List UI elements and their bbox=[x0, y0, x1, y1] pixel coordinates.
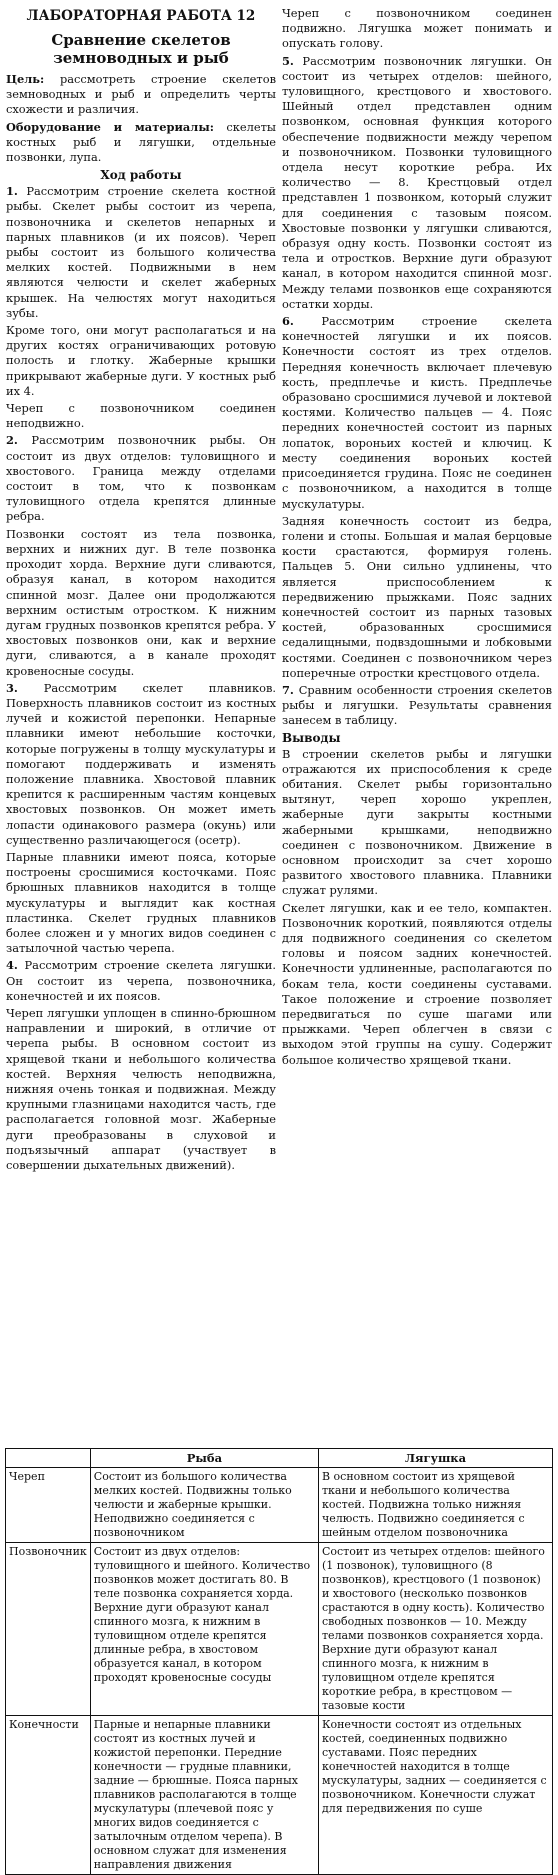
lab-title: ЛАБОРАТОРНАЯ РАБОТА 12 bbox=[26, 8, 256, 24]
table-row bbox=[6, 1716, 553, 1875]
step-number: 3. bbox=[6, 680, 18, 695]
paragraph-text: Рассмотрим строение скелета костной рыбы. Скелет рыбы состоит из черепа, позвоночника и скелетов непарных и парных плавников (и их поясов). Череп рыбы состоит из большого количества мелких костей. Подвижными в нем являются челюсти и скелет жаберных крышек. На челюстях могут находиться зубы. bbox=[6, 184, 276, 320]
paragraph-text: Сравним особенности строения скелетов рыбы и лягушки. Результаты сравнения занесем в таблицу. bbox=[282, 682, 552, 728]
table-row-label: Конечности bbox=[6, 1716, 91, 1875]
paragraph-text: Череп с позвоночником соединен неподвижно. bbox=[6, 401, 276, 431]
left-paragraphs bbox=[6, 184, 276, 1173]
table-row-label: Позвоночник bbox=[6, 1543, 91, 1716]
step-number: 6. bbox=[282, 314, 294, 329]
paragraph-text: Рассмотрим скелет плавников. Поверхность плавников состоит из костных лучей и кожистой перепонки. Непарные плавники имеют небольшие косточки, которые погружены в толщу мускулатуры и помогают поддерживать и изменять положение плавника. Хвостовой плавник крепится к расширенным частям концевых хвостовых позвонков. Он может иметь лопасти одинакового размера (окунь) или существенно различающегося (осетр). bbox=[6, 680, 276, 847]
paragraph-text: Парные плавники имеют пояса, которые построены сросшимися косточками. Пояс брюшных плавников находится в толще мускулатуры и выглядит как костная пластинка. Скелет грудных плавников более сложен и у многих видов соединен с затылочной частью черепа. bbox=[6, 849, 276, 956]
equipment-label: Оборудование и материалы: bbox=[6, 119, 214, 134]
paragraph bbox=[282, 6, 552, 52]
table-header-cell bbox=[6, 1449, 91, 1468]
conclusion-paragraph: В строении скелетов рыбы и лягушки отражаются их приспособления к среде обитания. Скелет рыбы горизонтально вытянут, череп хорошо укреплен, жаберные дуги закрыты костными жаберными крышками, неподвижно соединен с позвоночником. Движение в основном происходит за счет хорошо развитого хвостового плавника. Плавники служат рулями. bbox=[282, 746, 552, 898]
conclusion-paragraph: Скелет лягушки, как и ее тело, компактен. Позвоночник короткий, появляются отделы для подвижного соединения со скелетом головы и поясом задних конечностей. Конечности удлиненные, располагаются по бокам тела, кости соединены суставами. Такое положение и строение позволяет передвигаться по суше шагами или прыжками. Череп облегчен в связи с выходом этой группы на сушу. Содержит большое количество хрящевой ткани. bbox=[282, 900, 552, 1067]
paragraph bbox=[6, 681, 276, 848]
right-column bbox=[282, 6, 552, 1438]
paragraph-text: Череп лягушки уплощен в спинно-брюшном направлении и широкий, в отличие от черепа рыбы. В основном состоит из хрящевой ткани и небольшого количества костей. Верхняя челюсть неподвижна, нижняя очень тонкая и подвижная. Между крупными глазницами находится часть, где располагается головной мозг. Жаберные дуги преобразованы в слуховой и подъязычный аппарат (участвует в совершении дыхательных движений). bbox=[6, 1005, 276, 1173]
paragraph bbox=[6, 323, 276, 399]
paragraph bbox=[282, 54, 552, 312]
paragraph bbox=[6, 1006, 276, 1173]
table-row-label: Череп bbox=[6, 1468, 91, 1543]
fish-cell: Состоит из двух отделов: туловищного и шейного. Количество позвонков может достигать 80. В теле позвонка сохраняется хорда. Верхние дуги образуют канал спинного мозга, к нижним в туловищном отделе крепятся длинные ребра, в хвостовом образуется канал, в котором проходят кровеносные сосуды bbox=[90, 1543, 318, 1716]
table-row bbox=[6, 1468, 553, 1543]
conclusions-heading: Выводы bbox=[282, 730, 341, 745]
table-body bbox=[6, 1468, 553, 1875]
frog-cell: Состоит из четырех отделов: шейного (1 позвонок), туловищного (8 позвонков), крестцового (1 позвонок) и хвостового (несколько позвонков срастаются в одну кость). Количество свободных позвонков — 10. Между телами позвонков сохраняется хорда. Верхние дуги образуют канал спинного мозга, к нижним в туловищном отделе крепятся короткие ребра, в крестцовом — тазовые кости bbox=[318, 1543, 552, 1716]
paragraph bbox=[6, 184, 276, 321]
paragraph bbox=[6, 958, 276, 1004]
paragraph bbox=[6, 401, 276, 431]
paragraph bbox=[6, 850, 276, 956]
step-number: 2. bbox=[6, 433, 18, 448]
paragraph bbox=[6, 527, 276, 679]
paragraph-text: Кроме того, они могут располагаться и на других костях ограничивающих ротовую полость и глотку. Жаберные крышки прикрывают жаберные дуги. У костных рыб их 4. bbox=[6, 323, 276, 398]
paragraph-text: Задняя конечность состоит из бедра, голени и стопы. Большая и малая берцовые кости срастаются, формируя голень. Пальцев 5. Они сильно удлинены, что является приспособлением к передвижению прыжками. Пояс задних конечностей состоит из парных тазовых костей, образованных сросшимися седалищными, подвздошными и лобковыми костями. Соединен с позвоночником через поперечные отростки крестцового отдела. bbox=[282, 513, 552, 680]
table-header-row bbox=[6, 1449, 553, 1468]
paragraph-text: Позвонки состоят из тела позвонка, верхних и нижних дуг. В теле позвонка проходит хорда. Верхние дуги сливаются, образуя канал, в котором находится спинной мозг. Далее они продолжаются верхним остистым отростком. К нижним дугам грудных позвонков крепятся ребра. У хвостовых позвонков они, как и верхние дуги, сливаются, а в канале проходят кровеносные сосуды. bbox=[6, 526, 276, 678]
conclusions bbox=[282, 747, 552, 1068]
left-column bbox=[6, 6, 276, 1438]
step-number: 1. bbox=[6, 184, 18, 199]
table-header-cell: Лягушка bbox=[318, 1449, 552, 1468]
paragraph bbox=[282, 514, 552, 681]
step-number: 4. bbox=[6, 958, 18, 973]
document-title: Сравнение скелетов земноводных и рыб bbox=[51, 31, 231, 67]
frog-cell: В основном состоит из хрящевой ткани и небольшого количества костей. Подвижна только нижняя челюсть. Подвижно соединяется с шейным отделом позвоночника bbox=[318, 1468, 552, 1543]
table-row bbox=[6, 1543, 553, 1716]
goal-paragraph bbox=[6, 72, 276, 118]
procedure-heading: Ход работы bbox=[100, 168, 182, 183]
right-paragraphs bbox=[282, 6, 552, 729]
frog-cell: Конечности состоят из отдельных костей, соединенных подвижно суставами. Пояс передних конечностей находится в толще мускулатуры, задних — соединяется с позвоночником. Конечности служат для передвижения по суше bbox=[318, 1716, 552, 1875]
paragraph bbox=[6, 433, 276, 524]
goal-text: рассмотреть строение скелетов земноводных и рыб и определить черты схожести и различия. bbox=[6, 72, 276, 117]
comparison-table bbox=[5, 1448, 553, 1875]
paragraph-text: Рассмотрим позвоночник лягушки. Он состоит из четырех отделов: шейного, туловищного, крестцового и хвостового. Шейный отдел представлен одним позвонком, основная функция которого обеспечение подвижности между черепом и позвоночником. Позвонки туловищного отдела несут короткие ребра. Их количество — 8. Крестцовый отдел представлен 1 позвонком, который служит для соединения с тазовым поясом. Хвостовые позвонки у лягушки сливаются, образуя одну кость. Позвонки состоят из тела и отростков. Верхние дуги образуют канал, в котором находится спинной мозг. Между телами позвонков еще сохраняются остатки хорды. bbox=[282, 53, 552, 311]
paragraph bbox=[282, 683, 552, 729]
fish-cell: Парные и непарные плавники состоят из костных лучей и кожистой перепонки. Передние конечности — грудные плавники, задние — брюшные. Пояса парных плавников располагаются в толще мускулатуры (плечевой пояс у многих видов соединяется с затылочным отделом черепа). В основном служат для изменения направления движения bbox=[90, 1716, 318, 1875]
goal-label: Цель: bbox=[6, 72, 45, 86]
step-number: 7. bbox=[282, 682, 294, 697]
paragraph-text: Рассмотрим строение скелета конечностей лягушки и их поясов. Конечности состоят из трех отделов. Передняя конечность включает плечевую кость, предплечье и кисть. Предплечье образовано сросшимися лучевой и локтевой костями. Количество пальцев — 4. Пояс передних конечностей состоит из парных лопаток, вороньих костей и ключиц. К месту соединения вороньих костей присоединяется грудина. Пояс не соединен с позвоночником, а находится в толще мускулатуры. bbox=[282, 314, 552, 511]
fish-cell: Состоит из большого количества мелких костей. Подвижны только челюсти и жаберные крышки. Неподвижно соединяется с позвоночником bbox=[90, 1468, 318, 1543]
step-number: 5. bbox=[282, 53, 294, 68]
paragraph-text: Череп с позвоночником соединен подвижно. Лягушка может понимать и опускать голову. bbox=[282, 6, 552, 51]
equipment-paragraph bbox=[6, 120, 276, 166]
table-header-cell: Рыба bbox=[90, 1449, 318, 1468]
paragraph-text: Рассмотрим позвоночник рыбы. Он состоит из двух отделов: туловищного и хвостового. Граница между отделами состоит в том, что к позвонкам туловищного отдела крепятся длинные ребра. bbox=[6, 433, 276, 524]
equipment-text: скелеты костных рыб и лягушки, отдельные позвонки, лупа. bbox=[6, 119, 276, 165]
paragraph bbox=[282, 314, 552, 512]
paragraph-text: Рассмотрим строение скелета лягушки. Он состоит из черепа, позвоночника, конечностей и их поясов. bbox=[6, 958, 276, 1003]
text-columns bbox=[6, 6, 552, 1438]
